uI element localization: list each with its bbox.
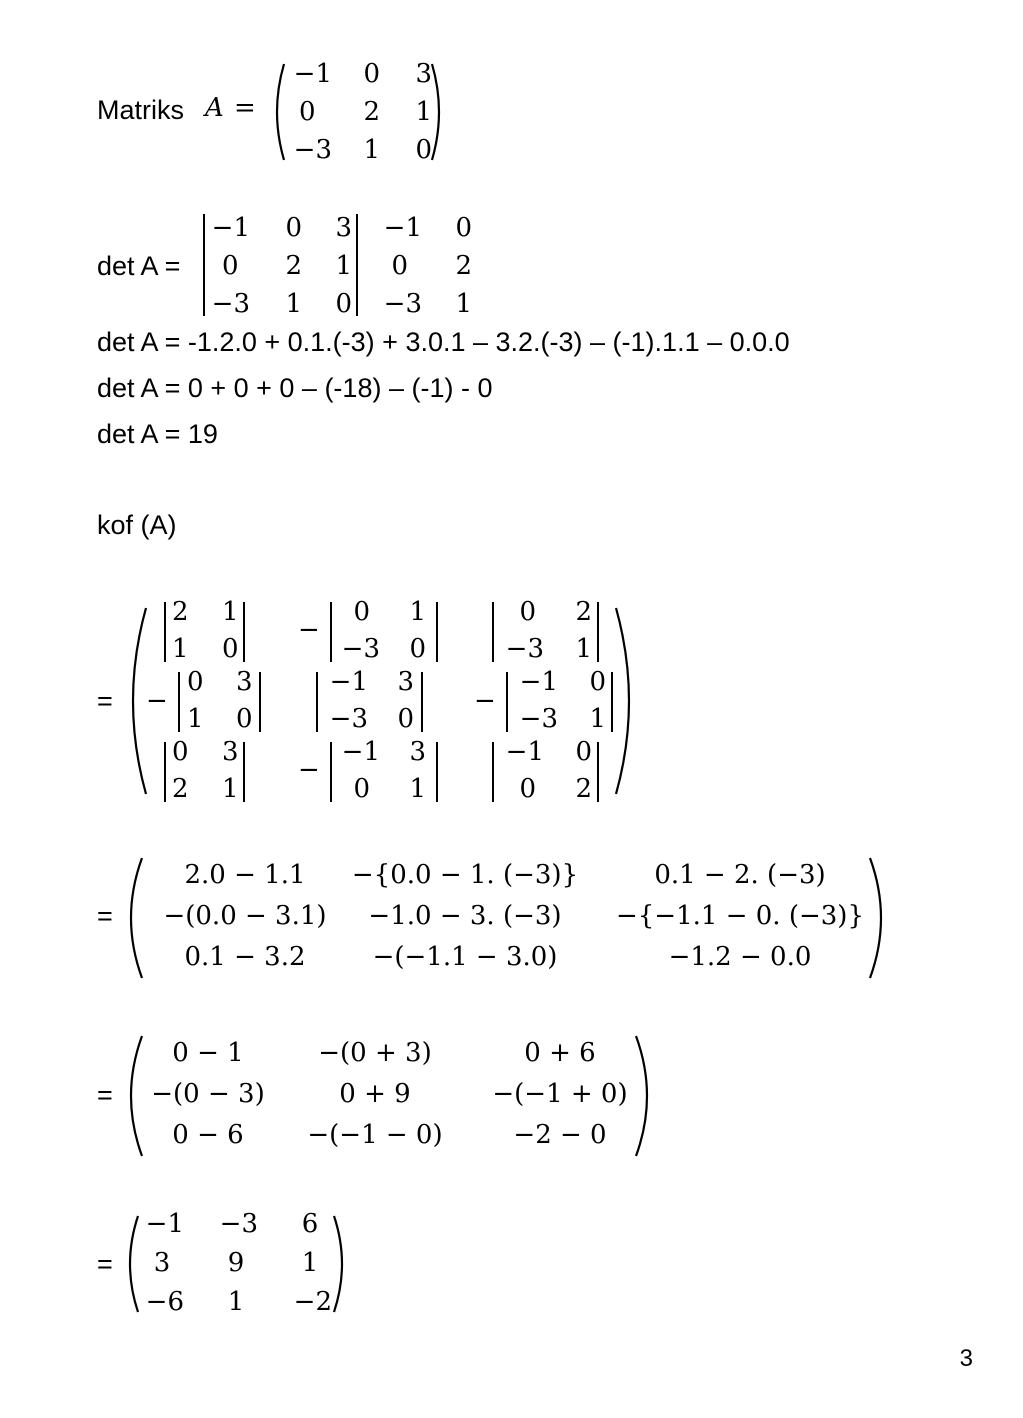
matrix-cell: −3 <box>219 1209 258 1239</box>
minor-bar <box>243 602 245 662</box>
minor-cell: 3 <box>236 667 253 697</box>
det-right-bar <box>356 214 358 316</box>
minor-cell: −1 <box>341 737 380 767</box>
minor-cell: 0 <box>187 667 204 697</box>
det-label: det A = <box>97 251 181 281</box>
matrix-cell: −2 − 0 <box>513 1120 607 1150</box>
minor-bar <box>164 602 166 662</box>
minor-cell: −1 <box>329 667 368 697</box>
det-ext-cell: −1 <box>383 213 422 243</box>
matrix-prefix: Matriks <box>97 95 184 125</box>
matrix-cell: −3 <box>293 135 332 165</box>
matrix-cell: 3 <box>415 59 432 89</box>
minor-cell: −3 <box>519 704 558 734</box>
det-cell: −1 <box>211 213 250 243</box>
equals-sign: = <box>97 1080 113 1110</box>
minus-sign: − <box>474 686 496 716</box>
det-line-result: det A = 19 <box>97 419 218 449</box>
det-cell: 0 <box>335 289 352 319</box>
minor-cell: 0 <box>172 737 189 767</box>
matrix-cell: −(−1 − 0) <box>307 1120 443 1150</box>
equals-sign: = <box>234 93 256 123</box>
minor-cell: 3 <box>222 737 239 767</box>
minor-cell: 2 <box>172 774 189 804</box>
matrix-cell: 2 <box>363 97 380 127</box>
matrix-cell: −2 <box>293 1287 332 1317</box>
matrix-cell: 0 + 9 <box>339 1079 411 1109</box>
matrix-cell: 0 + 6 <box>524 1038 596 1068</box>
minor-cell: 1 <box>187 704 204 734</box>
matrix-variable: A <box>205 93 224 123</box>
right-paren <box>330 1214 352 1314</box>
det-ext-cell: 0 <box>455 213 472 243</box>
det-ext-cell: 0 <box>391 251 408 281</box>
minor-bar <box>164 742 166 802</box>
matrix-cell: −1 <box>293 59 332 89</box>
minor-cell: 0 <box>519 774 536 804</box>
det-cell: 3 <box>335 213 352 243</box>
minor-bar <box>611 672 613 732</box>
minor-bar <box>597 742 599 802</box>
matrix-cell: −(0 + 3) <box>318 1038 432 1068</box>
minor-cell: 0 <box>236 704 253 734</box>
minor-cell: −1 <box>505 737 544 767</box>
equals-sign: = <box>97 901 113 931</box>
page-number: 3 <box>959 1345 973 1372</box>
det-cell: 2 <box>285 251 302 281</box>
det-cell: 1 <box>285 289 302 319</box>
minor-cell: 0 <box>589 667 606 697</box>
matrix-cell: 1 <box>227 1287 245 1317</box>
minor-cell: 2 <box>575 597 592 627</box>
matrix-cell: −1.0 − 3. (−3) <box>368 901 562 931</box>
det-cell: 0 <box>285 213 302 243</box>
minor-bar <box>178 672 180 732</box>
det-ext-cell: −3 <box>383 289 422 319</box>
minor-cell: 0 <box>397 704 414 734</box>
minor-cell: −1 <box>519 667 558 697</box>
matrix-cell: 3 <box>153 1248 171 1278</box>
minus-sign: − <box>146 686 168 716</box>
matrix-cell: 2.0 − 1.1 <box>184 860 306 890</box>
minor-bar <box>259 672 261 732</box>
matrix-cell: 6 <box>301 1209 319 1239</box>
minor-cell: 0 <box>353 774 370 804</box>
det-line-expansion: det A = -1.2.0 + 0.1.(-3) + 3.0.1 – 3.2.(-3) – (-1).1.1 – 0.0.0 <box>97 327 790 357</box>
det-line-values: det A = 0 + 0 + 0 – (-18) – (-1) - 0 <box>97 373 493 403</box>
matrix-cell: −(0.0 − 3.1) <box>163 901 327 931</box>
equals-sign: = <box>97 686 113 716</box>
minor-cell: 1 <box>172 634 189 664</box>
minor-cell: −3 <box>505 634 544 664</box>
minor-cell: −3 <box>341 634 380 664</box>
minor-cell: 1 <box>222 774 239 804</box>
minor-cell: 3 <box>397 667 414 697</box>
det-cell: −3 <box>211 289 250 319</box>
minor-cell: 1 <box>222 597 239 627</box>
matrix-cell: 1 <box>363 135 380 165</box>
minor-cell: 1 <box>589 704 606 734</box>
matrix-cell: 0 <box>415 135 432 165</box>
matrix-cell: −6 <box>145 1287 184 1317</box>
matrix-cell: 0 <box>299 97 316 127</box>
minor-cell: 2 <box>172 597 189 627</box>
matrix-cell: −(−1 + 0) <box>492 1079 628 1109</box>
det-ext-cell: 1 <box>455 289 472 319</box>
matrix-cell: 0.1 − 2. (−3) <box>654 860 826 890</box>
matrix-cell: −1.2 − 0.0 <box>668 942 812 972</box>
det-cell: 0 <box>222 251 239 281</box>
det-ext-cell: 2 <box>455 251 472 281</box>
minor-bar <box>597 602 599 662</box>
minor-bar <box>436 742 438 802</box>
matrix-cell: 0.1 − 3.2 <box>184 942 306 972</box>
matrix-cell: 1 <box>301 1248 319 1278</box>
minor-cell: 0 <box>222 634 239 664</box>
minor-cell: 1 <box>409 774 426 804</box>
matrix-cell: −{0.0 − 1. (−3)} <box>351 860 579 890</box>
right-paren <box>428 62 448 162</box>
minor-cell: 1 <box>409 597 426 627</box>
matrix-cell: 1 <box>415 97 432 127</box>
matrix-cell: −1 <box>145 1209 184 1239</box>
minor-cell: 1 <box>575 634 592 664</box>
matrix-cell: 0 <box>363 59 380 89</box>
matrix-cell: 0 − 6 <box>172 1120 244 1150</box>
minor-cell: 0 <box>353 597 370 627</box>
minus-sign: − <box>298 755 320 785</box>
minor-bar <box>436 602 438 662</box>
matrix-cell: −(−1.1 − 3.0) <box>372 942 558 972</box>
matrix-cell: 0 − 1 <box>172 1038 244 1068</box>
minor-cell: 0 <box>575 737 592 767</box>
matrix-cell: 9 <box>227 1248 245 1278</box>
minor-cell: 3 <box>409 737 426 767</box>
right-paren <box>612 606 642 796</box>
matrix-cell: −{−1.1 − 0. (−3)} <box>615 901 864 931</box>
det-cell: 1 <box>335 251 352 281</box>
minor-cell: 2 <box>575 774 592 804</box>
minor-cell: −3 <box>329 704 368 734</box>
minor-cell: 0 <box>409 634 426 664</box>
minor-cell: 0 <box>519 597 536 627</box>
cofactor-title: kof (A) <box>97 510 177 540</box>
minus-sign: − <box>298 615 320 645</box>
matrix-cell: −(0 − 3) <box>151 1079 265 1109</box>
equals-sign: = <box>97 1249 113 1279</box>
minor-bar <box>243 742 245 802</box>
minor-bar <box>421 672 423 732</box>
